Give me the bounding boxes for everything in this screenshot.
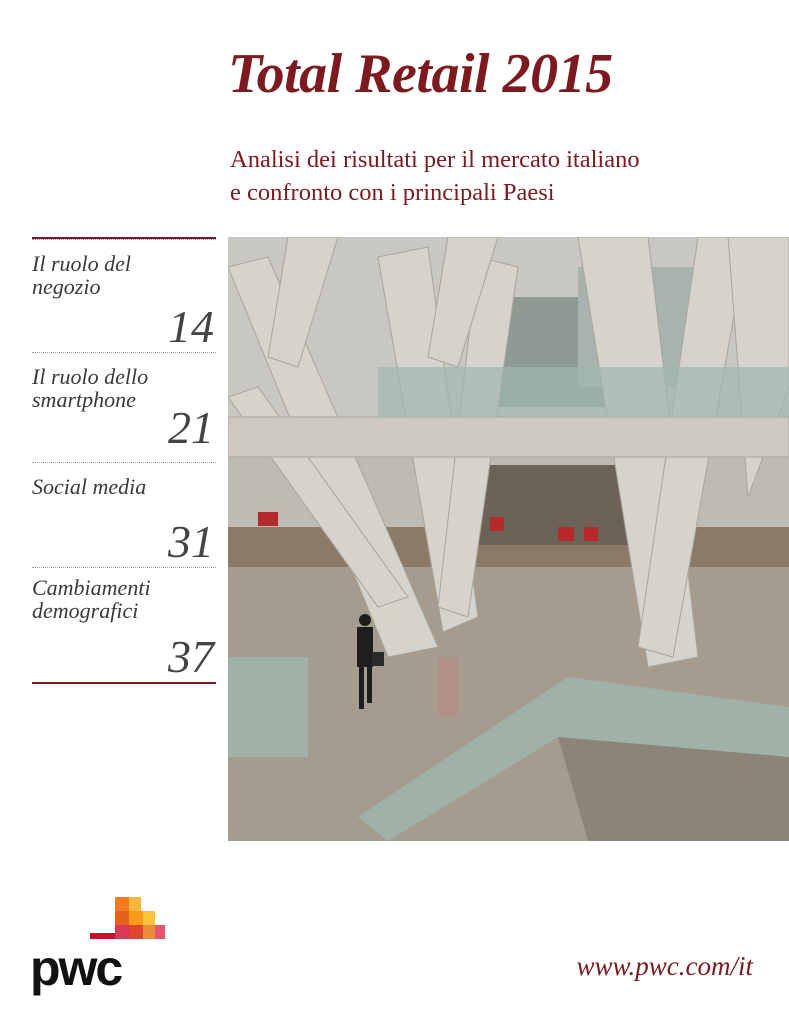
glass-railing-upper [378, 367, 789, 417]
toc-label-line: Il ruolo del [32, 251, 131, 276]
website-link[interactable]: www.pwc.com/it [576, 951, 753, 981]
logo-square [115, 897, 129, 911]
logo-square [143, 925, 155, 939]
toc-item-page-number: 14 [168, 301, 214, 352]
toc-label-line: Social media [32, 474, 147, 499]
document-title: Total Retail 2015 [228, 43, 613, 105]
table-of-contents [32, 237, 216, 683]
document-subtitle [230, 143, 775, 209]
toc-item-page-number: 37 [168, 631, 214, 682]
chair [558, 527, 574, 541]
cover-photo [228, 237, 789, 841]
chair [490, 517, 504, 531]
pwc-logo[interactable] [30, 895, 170, 995]
toc-item-social-media[interactable] [32, 462, 216, 567]
toc-label-line: Cambiamenti [32, 575, 151, 600]
toc-label-line: demografici [32, 598, 139, 623]
pwc-logo-mark [30, 895, 170, 945]
concrete-girder [228, 417, 789, 457]
glass-railing-left [228, 657, 308, 757]
station-interior-illustration [228, 237, 789, 841]
logo-square [129, 897, 141, 911]
toc-item-ruolo-smartphone[interactable] [32, 352, 216, 462]
floor-reflection [438, 657, 458, 717]
logo-square [143, 911, 155, 925]
subtitle-line: Analisi dei risultati per il mercato italiano [230, 146, 640, 173]
toc-item-cambiamenti-demografici[interactable] [32, 567, 216, 683]
toc-item-label [32, 576, 216, 622]
chair [258, 512, 278, 526]
logo-bar [90, 933, 115, 939]
logo-square [155, 925, 165, 939]
toc-item-label [32, 475, 216, 498]
logo-square [115, 911, 129, 925]
chair [584, 527, 598, 541]
logo-square [129, 911, 143, 925]
logo-wordmark: pwc [30, 940, 122, 996]
subtitle-line: e confronto con i principali Paesi [230, 179, 555, 206]
toc-item-page-number: 21 [168, 402, 214, 453]
toc-item-label [32, 252, 216, 298]
toc-item-page-number: 31 [168, 516, 214, 567]
toc-label-line: smartphone [32, 387, 136, 412]
toc-bottom-rule [32, 682, 216, 684]
toc-item-ruolo-negozio[interactable] [32, 239, 216, 352]
logo-square [129, 925, 143, 939]
logo-square [115, 925, 129, 939]
toc-label-line: Il ruolo dello [32, 364, 149, 389]
toc-label-line: negozio [32, 274, 101, 299]
